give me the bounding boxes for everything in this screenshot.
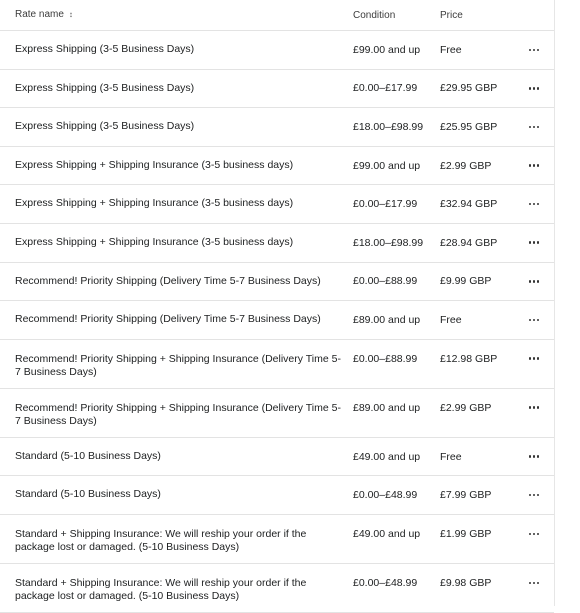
rate-name-cell: Recommend! Priority Shipping (Delivery Time 5-7 Business Days) bbox=[15, 313, 321, 326]
row-actions-cell bbox=[514, 82, 554, 94]
more-horizontal-icon bbox=[528, 280, 541, 283]
more-horizontal-icon bbox=[528, 455, 541, 458]
table-row[interactable] bbox=[0, 438, 554, 477]
rate-name-cell: Express Shipping + Shipping Insurance (3-5 business days) bbox=[15, 158, 294, 171]
condition-cell: £0.00–£17.99 bbox=[353, 82, 418, 95]
sort-icon[interactable]: ↕ bbox=[68, 10, 73, 20]
table-row[interactable] bbox=[0, 476, 554, 515]
price-cell: Free bbox=[440, 43, 462, 56]
more-actions-button[interactable] bbox=[525, 402, 543, 414]
more-actions-button[interactable] bbox=[525, 198, 543, 210]
more-actions-button[interactable] bbox=[525, 314, 543, 326]
column-header-price: Price bbox=[440, 9, 463, 21]
more-horizontal-icon bbox=[528, 494, 541, 497]
table-row[interactable] bbox=[0, 389, 554, 438]
row-actions-cell bbox=[514, 275, 554, 287]
condition-cell: £49.00 and up bbox=[353, 527, 421, 540]
table-row[interactable] bbox=[0, 108, 554, 147]
rate-name-cell: Express Shipping (3-5 Business Days) bbox=[15, 81, 195, 94]
rate-name-cell: Standard + Shipping Insurance: We will reship your order if the package lost or damaged. (5-10 Business Days) bbox=[15, 527, 307, 554]
more-actions-button[interactable] bbox=[525, 160, 543, 172]
condition-cell: £99.00 and up bbox=[353, 43, 421, 56]
row-actions-cell bbox=[514, 314, 554, 326]
more-actions-button[interactable] bbox=[525, 489, 543, 501]
price-cell: £25.95 GBP bbox=[440, 120, 498, 133]
table-row[interactable] bbox=[0, 301, 554, 340]
more-actions-button[interactable] bbox=[525, 44, 543, 56]
more-horizontal-icon bbox=[528, 203, 541, 206]
price-cell: £9.98 GBP bbox=[440, 576, 492, 589]
more-horizontal-icon bbox=[528, 319, 541, 322]
table-row[interactable] bbox=[0, 224, 554, 263]
rate-name-cell: Recommend! Priority Shipping + Shipping Insurance (Delivery Time 5-7 Business Days) bbox=[15, 401, 341, 428]
condition-cell: £49.00 and up bbox=[353, 450, 421, 463]
price-cell: £29.95 GBP bbox=[440, 82, 498, 95]
more-actions-button[interactable] bbox=[525, 121, 543, 133]
condition-cell: £18.00–£98.99 bbox=[353, 120, 424, 133]
more-horizontal-icon bbox=[528, 582, 541, 585]
price-cell: £32.94 GBP bbox=[440, 198, 498, 211]
more-actions-button[interactable] bbox=[525, 237, 543, 249]
price-cell: Free bbox=[440, 450, 462, 463]
condition-cell: £18.00–£98.99 bbox=[353, 236, 424, 249]
more-horizontal-icon bbox=[528, 406, 541, 409]
table-row[interactable] bbox=[0, 70, 554, 109]
more-actions-button[interactable] bbox=[525, 275, 543, 287]
row-actions-cell bbox=[514, 451, 554, 463]
more-horizontal-icon bbox=[528, 87, 541, 90]
row-actions-cell bbox=[514, 340, 554, 365]
price-cell: £9.99 GBP bbox=[440, 275, 492, 288]
table-row[interactable] bbox=[0, 263, 554, 302]
table-row[interactable] bbox=[0, 185, 554, 224]
row-actions-cell bbox=[514, 389, 554, 414]
table-row[interactable] bbox=[0, 31, 554, 70]
rate-name-cell: Recommend! Priority Shipping + Shipping Insurance (Delivery Time 5-7 Business Days) bbox=[15, 352, 341, 379]
table-row[interactable] bbox=[0, 147, 554, 186]
condition-cell: £0.00–£88.99 bbox=[353, 275, 418, 288]
table-row[interactable] bbox=[0, 515, 554, 564]
row-actions-cell bbox=[514, 121, 554, 133]
price-cell: £7.99 GBP bbox=[440, 489, 492, 502]
column-header-rate-name[interactable] bbox=[0, 8, 353, 22]
rate-name-cell: Standard + Shipping Insurance: We will reship your order if the package lost or damaged. (5-10 Business Days) bbox=[15, 576, 307, 603]
row-actions-cell bbox=[514, 44, 554, 56]
row-actions-cell bbox=[514, 564, 554, 589]
condition-cell: £89.00 and up bbox=[353, 313, 421, 326]
rate-name-cell: Standard (5-10 Business Days) bbox=[15, 488, 161, 501]
rate-name-cell: Express Shipping + Shipping Insurance (3-5 business days) bbox=[15, 197, 294, 210]
more-actions-button[interactable] bbox=[525, 82, 543, 94]
more-horizontal-icon bbox=[528, 164, 541, 167]
more-horizontal-icon bbox=[528, 357, 541, 360]
condition-cell: £0.00–£48.99 bbox=[353, 489, 418, 502]
column-header-rate-name-label: Rate name bbox=[15, 9, 64, 21]
condition-cell: £89.00 and up bbox=[353, 401, 421, 414]
rate-name-cell: Recommend! Priority Shipping (Delivery Time 5-7 Business Days) bbox=[15, 274, 321, 287]
more-horizontal-icon bbox=[528, 533, 541, 536]
rate-name-cell: Express Shipping (3-5 Business Days) bbox=[15, 120, 195, 133]
more-actions-button[interactable] bbox=[525, 577, 543, 589]
price-cell: £2.99 GBP bbox=[440, 159, 492, 172]
condition-cell: £0.00–£88.99 bbox=[353, 352, 418, 365]
table-body bbox=[0, 31, 554, 613]
rate-name-cell: Standard (5-10 Business Days) bbox=[15, 449, 161, 462]
row-actions-cell bbox=[514, 198, 554, 210]
more-actions-button[interactable] bbox=[525, 451, 543, 463]
condition-cell: £99.00 and up bbox=[353, 159, 421, 172]
column-header-condition: Condition bbox=[353, 9, 396, 21]
row-actions-cell bbox=[514, 515, 554, 540]
price-cell: £28.94 GBP bbox=[440, 236, 498, 249]
price-cell: £12.98 GBP bbox=[440, 352, 498, 365]
row-actions-cell bbox=[514, 489, 554, 501]
table-row[interactable] bbox=[0, 340, 554, 389]
price-cell: £1.99 GBP bbox=[440, 527, 492, 540]
condition-cell: £0.00–£17.99 bbox=[353, 198, 418, 211]
rate-name-cell: Express Shipping (3-5 Business Days) bbox=[15, 43, 195, 56]
more-horizontal-icon bbox=[528, 126, 541, 129]
price-cell: £2.99 GBP bbox=[440, 401, 492, 414]
more-actions-button[interactable] bbox=[525, 353, 543, 365]
row-actions-cell bbox=[514, 237, 554, 249]
table-header bbox=[0, 0, 554, 31]
rate-name-cell: Express Shipping + Shipping Insurance (3-5 business days) bbox=[15, 236, 294, 249]
row-actions-cell bbox=[514, 160, 554, 172]
more-horizontal-icon bbox=[528, 241, 541, 244]
more-actions-button[interactable] bbox=[525, 528, 543, 540]
price-cell: Free bbox=[440, 313, 462, 326]
more-horizontal-icon bbox=[528, 49, 541, 52]
condition-cell: £0.00–£48.99 bbox=[353, 576, 418, 589]
